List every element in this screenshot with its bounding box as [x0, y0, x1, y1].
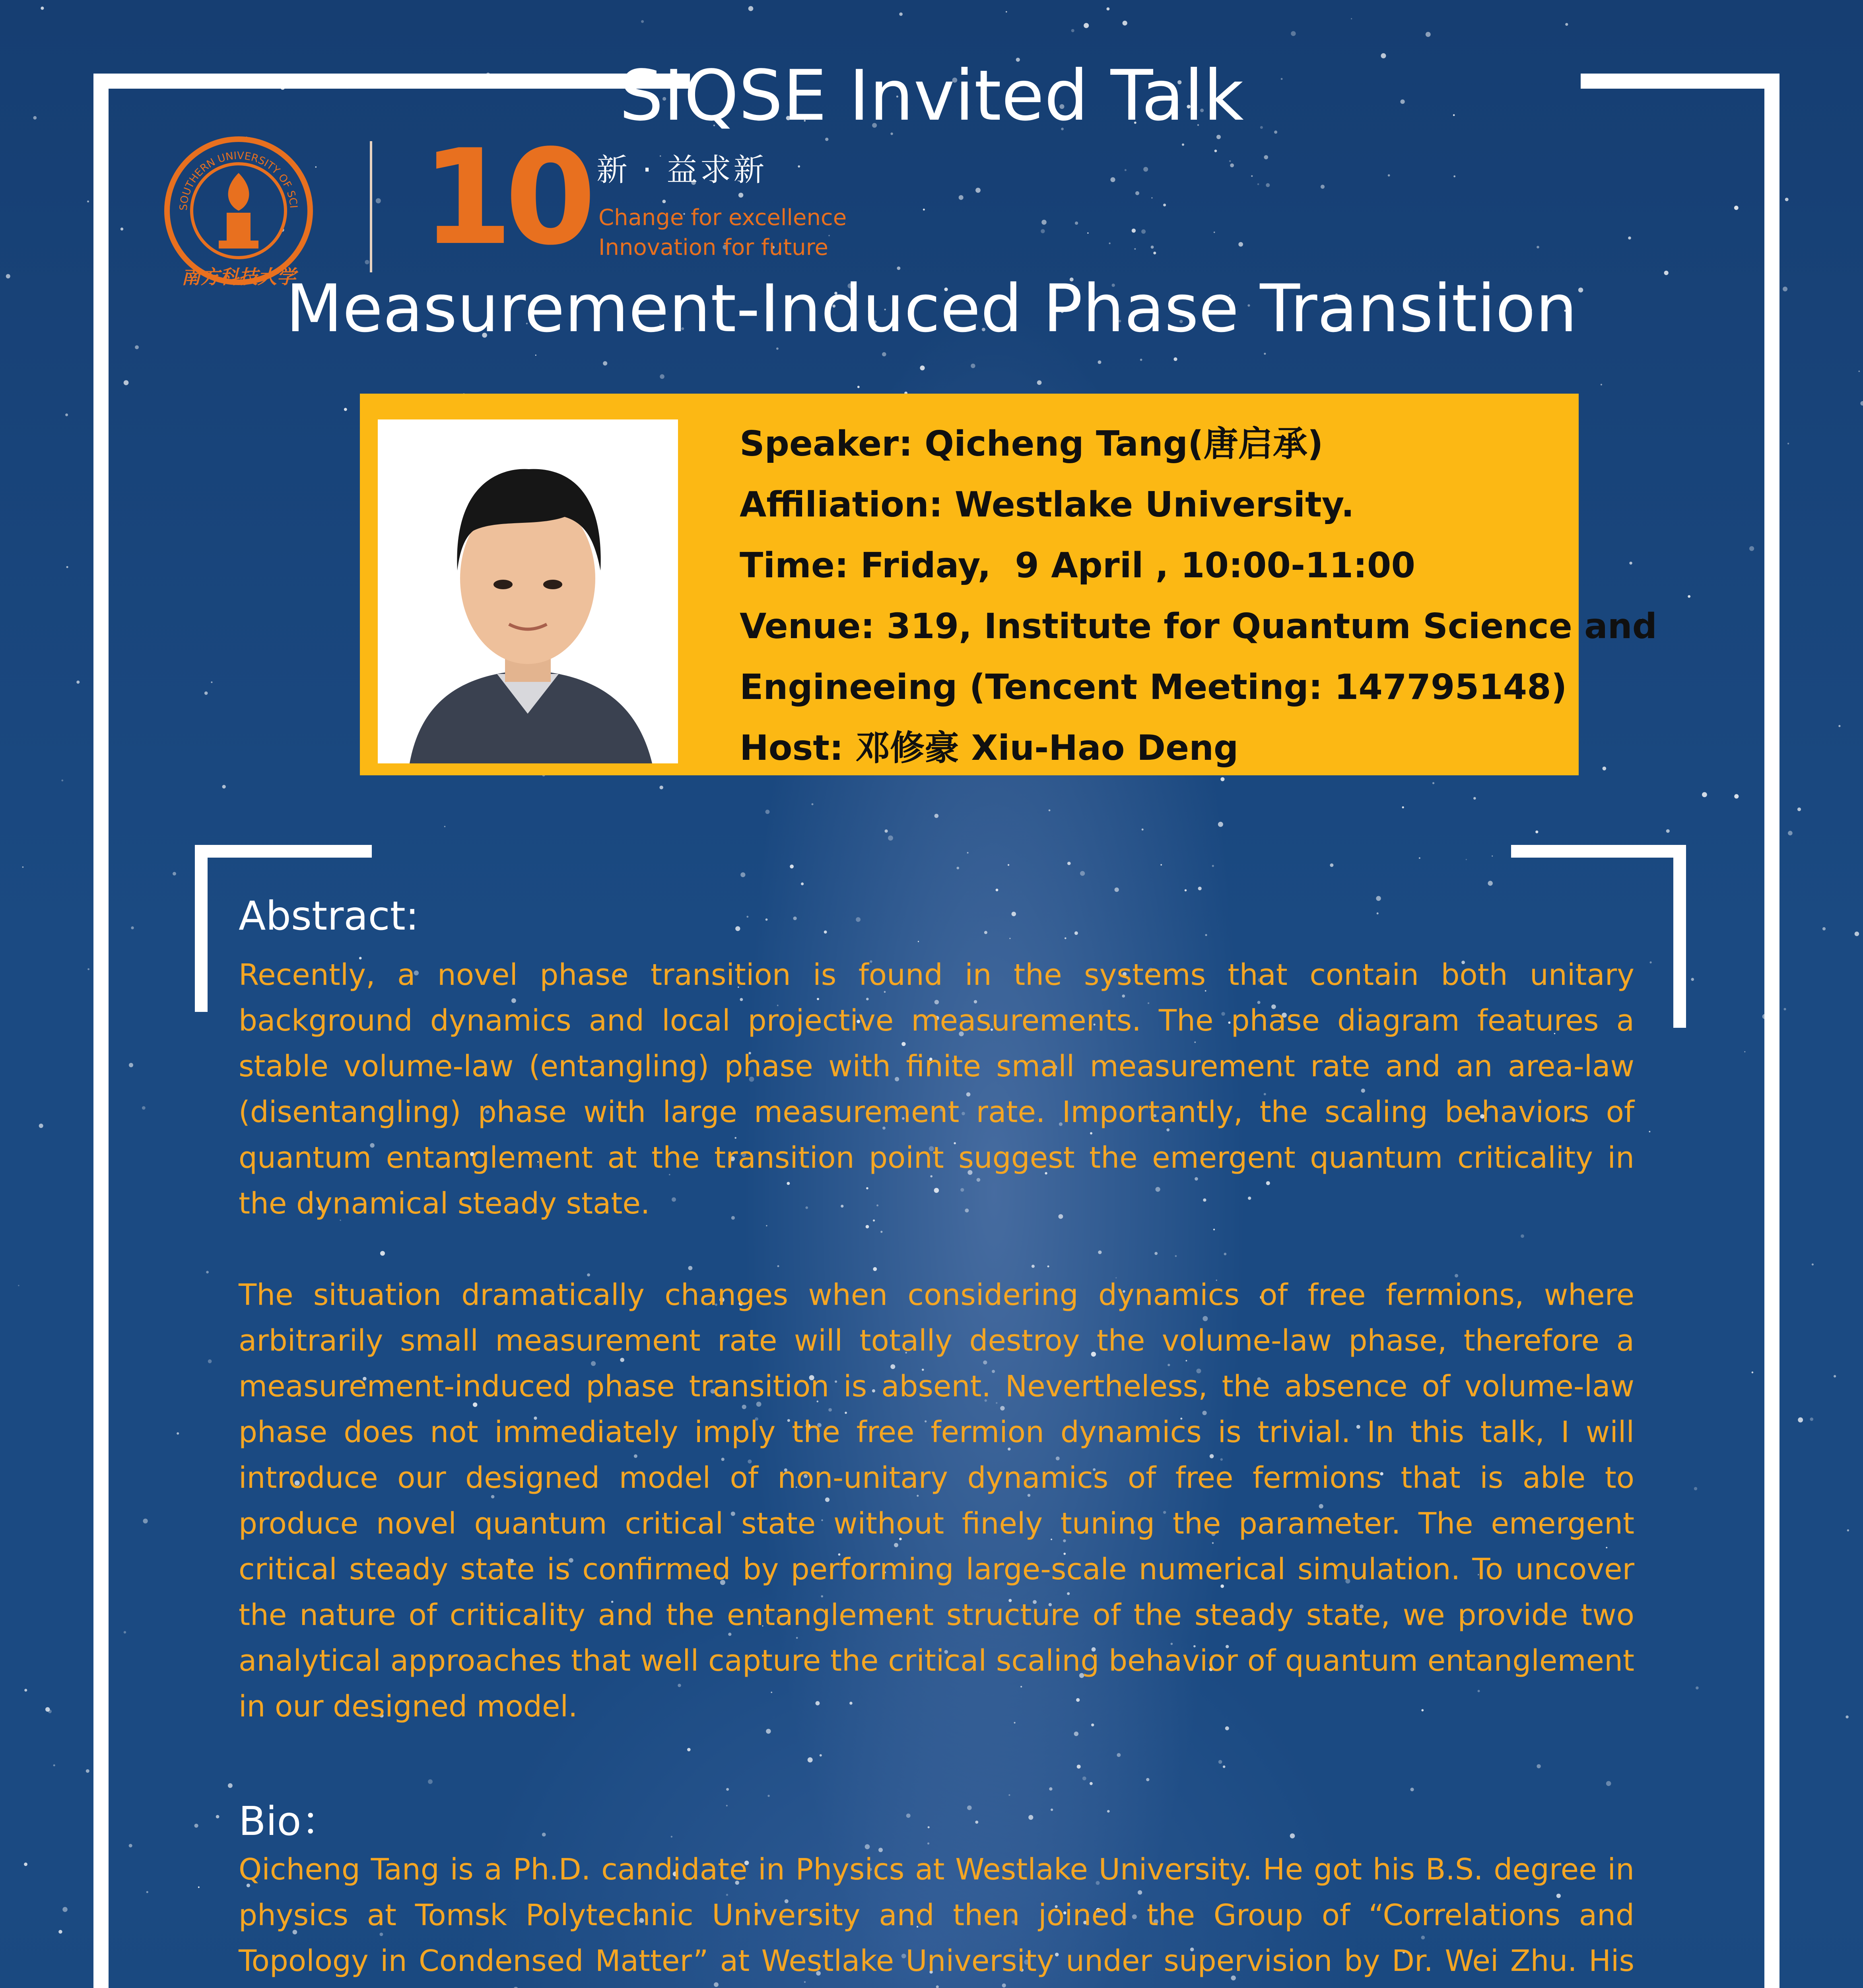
star: [194, 1824, 198, 1828]
star: [1151, 197, 1152, 198]
star: [1473, 797, 1476, 800]
star: [812, 803, 814, 805]
star: [1087, 232, 1088, 233]
star: [1785, 198, 1789, 201]
star: [1080, 871, 1085, 876]
star: [1037, 381, 1042, 385]
star: [1694, 1487, 1697, 1490]
star: [603, 361, 607, 365]
host-value: 邓修豪 Xiu-Hao Deng: [855, 728, 1239, 768]
star: [671, 1836, 672, 1837]
star: [1032, 1265, 1035, 1268]
star: [899, 12, 903, 16]
star: [1860, 401, 1863, 406]
star: [1410, 1788, 1414, 1791]
star: [857, 386, 860, 388]
anniversary-logo: [422, 121, 859, 274]
star: [1521, 1235, 1524, 1238]
star: [820, 1754, 822, 1757]
star: [971, 364, 975, 368]
star: [62, 1907, 68, 1912]
star: [129, 1844, 132, 1848]
time-label: Time:: [740, 545, 849, 586]
star: [1041, 229, 1045, 233]
time-line: [740, 535, 1575, 596]
logo-divider: [370, 141, 372, 272]
star: [131, 926, 134, 929]
star: [967, 1806, 972, 1810]
star: [1535, 831, 1538, 833]
star: [934, 814, 939, 818]
star: [1218, 1760, 1222, 1764]
star: [1744, 1051, 1745, 1052]
speaker-details: [740, 414, 1657, 779]
star: [897, 266, 901, 270]
star: [687, 1748, 691, 1751]
venue-line-2: Engineeing (Tencent Meeting: 147795148): [740, 667, 1567, 707]
star: [1198, 887, 1202, 890]
star: [124, 380, 129, 385]
star: [24, 1689, 27, 1692]
star: [1649, 1131, 1651, 1132]
star: [1123, 21, 1127, 25]
bio-heading: Bio：: [239, 1798, 341, 1844]
star: [1734, 794, 1739, 798]
star: [975, 188, 981, 193]
star: [1601, 384, 1602, 385]
star: [885, 829, 888, 833]
star: [1008, 1794, 1010, 1796]
seal-name-cn: 南方科技大学: [181, 266, 296, 288]
star: [748, 6, 754, 11]
star: [146, 1891, 148, 1893]
star: [380, 1251, 385, 1256]
star: [222, 785, 226, 788]
star: [76, 681, 80, 684]
star: [1749, 546, 1754, 551]
star: [1330, 864, 1333, 867]
star: [1264, 155, 1269, 159]
star: [746, 916, 748, 918]
star: [1291, 31, 1296, 36]
affiliation-value: Westlake University.: [954, 484, 1354, 525]
abstract-paragraph-2: The situation dramatically changes when considering dynamics of free fermions, where arbitrarily small measurement rate will totally destroy the volume-law phase, therefore a measurement-induced phase transition is absent. Nevertheless, the absence of volume-law phase does not immediately imply the free fermion dynamics is trivial. In this talk, I will introduce our designed model of non-unitary dynamics of free fermions that is able to produce novel quantum critical state without finely tuning the parameter. The emergent critical steady state is confirmed by performing large-scale numerical simulation. To uncover the nature of criticality and the entanglement structure of the steady state, we provide two analytical approaches that well capture the critical scaling behavior of quantum entanglement in our designed model.: [239, 1278, 1634, 1724]
star: [777, 1265, 779, 1267]
star: [1696, 1687, 1699, 1690]
star: [1110, 177, 1115, 182]
bracket-top-right: [1511, 845, 1686, 858]
star: [808, 1757, 813, 1763]
speaker-label: Speaker:: [740, 423, 913, 464]
star: [1466, 859, 1467, 860]
star: [1734, 206, 1739, 210]
star: [86, 1769, 89, 1773]
star: [920, 365, 925, 370]
star: [1213, 1229, 1215, 1230]
star: [906, 1813, 911, 1818]
star: [1008, 864, 1009, 866]
bracket-top-right-v: [1673, 845, 1686, 1028]
star: [1065, 938, 1067, 940]
star: [1290, 1833, 1295, 1839]
host-line: [740, 718, 1575, 779]
bio-text: Qicheng Tang is a Ph.D. candidate in Physics at Westlake University. He got his B.S. degree in physics at Tomsk Polytechnic University and then joined the Group of “Correlations and Topology in Condensed Matter” at Westlake University under supervision by Dr. Wei Zhu. His: [239, 1852, 1634, 1978]
star: [344, 408, 347, 411]
star: [1603, 767, 1607, 771]
star: [801, 882, 804, 885]
star: [1788, 831, 1793, 836]
star: [444, 826, 445, 827]
star: [24, 1862, 27, 1866]
star: [22, 866, 24, 868]
star: [1402, 806, 1404, 808]
star: [1691, 978, 1694, 981]
star: [1224, 1253, 1227, 1256]
star: [1266, 183, 1270, 187]
star: [1537, 246, 1539, 248]
anniversary-motto-line2: Innovation for future: [598, 235, 828, 260]
star: [1230, 163, 1234, 167]
university-seal-logo: [163, 135, 314, 286]
star: [87, 200, 89, 202]
star: [1238, 242, 1243, 247]
anniversary-motto-cn: 新 · 益求新: [596, 152, 767, 188]
star: [1218, 822, 1223, 827]
star: [1185, 889, 1187, 891]
star: [765, 810, 770, 814]
star: [143, 1518, 148, 1523]
star: [1117, 1753, 1121, 1757]
anniversary-number: 10: [422, 121, 589, 274]
star: [1834, 1375, 1836, 1377]
speaker-line: [740, 414, 1575, 474]
star: [1182, 144, 1184, 146]
star: [1264, 353, 1266, 355]
star: [1115, 887, 1119, 892]
star: [1376, 896, 1381, 901]
star: [1321, 185, 1325, 189]
star: [315, 166, 317, 168]
star: [856, 917, 861, 922]
venue-label: Venue:: [740, 606, 875, 646]
star: [688, 1266, 693, 1270]
speaker-info-box: [360, 394, 1657, 775]
star: [1109, 243, 1110, 244]
star: [1855, 932, 1859, 936]
star: [918, 941, 919, 942]
star: [1071, 29, 1074, 32]
star: [824, 930, 827, 934]
star: [173, 872, 176, 876]
time-value: Friday, 9 April , 10:00-11:00: [860, 545, 1415, 586]
star: [888, 835, 893, 841]
star: [1142, 829, 1144, 831]
star: [228, 1783, 233, 1788]
frame-right: [1764, 74, 1779, 1988]
star: [1846, 1716, 1848, 1718]
star: [1173, 357, 1177, 361]
star: [204, 691, 208, 695]
star: [1163, 204, 1166, 206]
star: [53, 1765, 55, 1767]
star: [1160, 864, 1162, 866]
star: [776, 348, 779, 350]
star: [1006, 11, 1007, 12]
star: [1629, 562, 1632, 565]
star: [1051, 1809, 1053, 1811]
star: [984, 931, 987, 934]
star: [735, 926, 740, 931]
star: [1205, 934, 1207, 936]
star: [1077, 1765, 1081, 1769]
star: [365, 260, 369, 264]
star: [1798, 1417, 1803, 1423]
star: [1797, 808, 1801, 811]
star: [1650, 961, 1652, 963]
star: [1388, 174, 1390, 177]
star: [740, 872, 745, 877]
star: [216, 1815, 220, 1819]
star: [1047, 1266, 1049, 1268]
star: [1847, 1529, 1849, 1531]
star: [767, 1795, 769, 1797]
star: [1702, 792, 1707, 797]
star: [198, 1887, 200, 1888]
star: [1049, 810, 1051, 812]
star: [124, 1631, 126, 1633]
star: [959, 195, 964, 200]
star: [1565, 23, 1568, 26]
star: [1107, 1810, 1110, 1813]
star: [1153, 252, 1156, 254]
star: [1074, 931, 1078, 935]
affiliation-label: Affiliation:: [740, 484, 943, 525]
star: [120, 227, 123, 230]
star: [1154, 1252, 1158, 1255]
star: [206, 1271, 209, 1274]
host-label: Host:: [740, 728, 843, 768]
star: [1419, 857, 1420, 859]
star: [1107, 8, 1110, 11]
star: [535, 355, 536, 356]
star: [793, 916, 797, 920]
star: [882, 352, 886, 357]
star: [928, 1826, 930, 1828]
star: [66, 566, 68, 568]
star: [39, 1124, 43, 1128]
star: [975, 1821, 978, 1824]
star: [873, 1267, 877, 1271]
anniversary-motto-line1: Change for excellence: [598, 205, 847, 231]
star: [211, 681, 212, 683]
star: [542, 1833, 546, 1837]
star: [428, 1779, 433, 1784]
star: [1810, 1417, 1814, 1421]
star: [880, 1231, 882, 1233]
star: [1214, 149, 1217, 152]
star: [660, 374, 664, 379]
star: [1688, 595, 1690, 598]
star: [1488, 881, 1493, 885]
star: [1141, 229, 1146, 234]
star: [177, 1432, 179, 1435]
star: [129, 1063, 133, 1067]
star: [1082, 1776, 1086, 1780]
star: [660, 786, 663, 789]
star: [1098, 360, 1101, 364]
star: [923, 209, 925, 211]
speaker-photo: [378, 419, 678, 763]
star: [1135, 191, 1139, 195]
star: [142, 1106, 146, 1110]
star: [1812, 1264, 1814, 1266]
star: [1012, 912, 1016, 916]
star: [1426, 32, 1431, 37]
star: [1075, 221, 1078, 225]
star: [1784, 1008, 1786, 1010]
star: [790, 864, 794, 868]
abstract-heading: Abstract:: [239, 893, 419, 939]
star: [1251, 175, 1253, 177]
star: [87, 968, 89, 970]
star: [1151, 246, 1154, 249]
star: [61, 780, 63, 782]
star: [18, 1285, 19, 1286]
star: [1838, 725, 1840, 727]
star: [1537, 1764, 1541, 1768]
speaker-name: Qicheng Tang(唐启承): [925, 423, 1323, 464]
star: [1132, 229, 1136, 233]
abstract-paragraph-1: Recently, a novel phase transition is found in the systems that contain both unitary background dynamics and local projective measurements. The phase diagram features a stable volume-law (entangling) phase with finite small measurement rate and an area-law (disentangling) phase with large measurement rate. Importantly, the scaling behaviors of quantum entanglement at the transition point suggest the emergent quantum criticality in the dynamical steady state.: [239, 958, 1634, 1221]
affiliation-line: [740, 474, 1575, 535]
star: [65, 414, 68, 416]
star: [1666, 829, 1670, 833]
star: [1074, 1732, 1078, 1736]
star: [1146, 1778, 1149, 1781]
event-type-title: SIQSE Invited Talk: [619, 56, 1244, 136]
star: [1351, 18, 1352, 19]
venue-value-line1: 319, Institute for Quantum Science and: [886, 606, 1657, 646]
star: [208, 1359, 212, 1363]
star: [1606, 1781, 1611, 1786]
bracket-top-left: [195, 845, 372, 858]
star: [1175, 1255, 1177, 1257]
star: [1257, 183, 1259, 185]
venue-line: [740, 596, 1657, 657]
star: [1214, 231, 1215, 233]
star: [1752, 1371, 1754, 1373]
star: [1134, 248, 1136, 250]
talk-title: Measurement-Induced Phase Transition: [286, 270, 1577, 347]
frame-left: [93, 74, 109, 1988]
star: [1090, 1782, 1093, 1785]
star: [726, 1805, 728, 1806]
star: [726, 1788, 729, 1791]
star: [1212, 865, 1214, 867]
star: [41, 7, 44, 10]
star: [45, 1707, 50, 1712]
star: [58, 1930, 62, 1934]
star: [967, 852, 969, 854]
speaker-portrait-image: [378, 419, 678, 763]
star: [927, 1842, 929, 1844]
star: [1041, 220, 1047, 225]
star: [1084, 23, 1089, 28]
star: [996, 889, 999, 891]
star: [1143, 167, 1148, 172]
bracket-top-left-v: [195, 845, 208, 1012]
star: [1453, 175, 1455, 177]
star: [1229, 160, 1231, 162]
star: [1009, 938, 1010, 939]
star: [641, 20, 644, 23]
star: [1140, 359, 1142, 361]
star: [1125, 169, 1127, 171]
seal-ring-text: SOUTHERN UNIVERSITY OF SCI: [177, 149, 299, 211]
star: [1028, 1815, 1033, 1820]
star: [1822, 927, 1826, 930]
star: [1223, 1765, 1225, 1768]
star: [1432, 782, 1434, 784]
star: [1492, 856, 1493, 857]
star: [1859, 371, 1860, 372]
star: [765, 918, 768, 921]
star: [1377, 912, 1379, 914]
star: [1628, 237, 1631, 240]
star: [1067, 862, 1071, 865]
star: [1049, 1787, 1052, 1790]
star: [1098, 1250, 1101, 1254]
star: [376, 198, 381, 204]
star: [957, 867, 960, 870]
star: [1787, 443, 1789, 445]
